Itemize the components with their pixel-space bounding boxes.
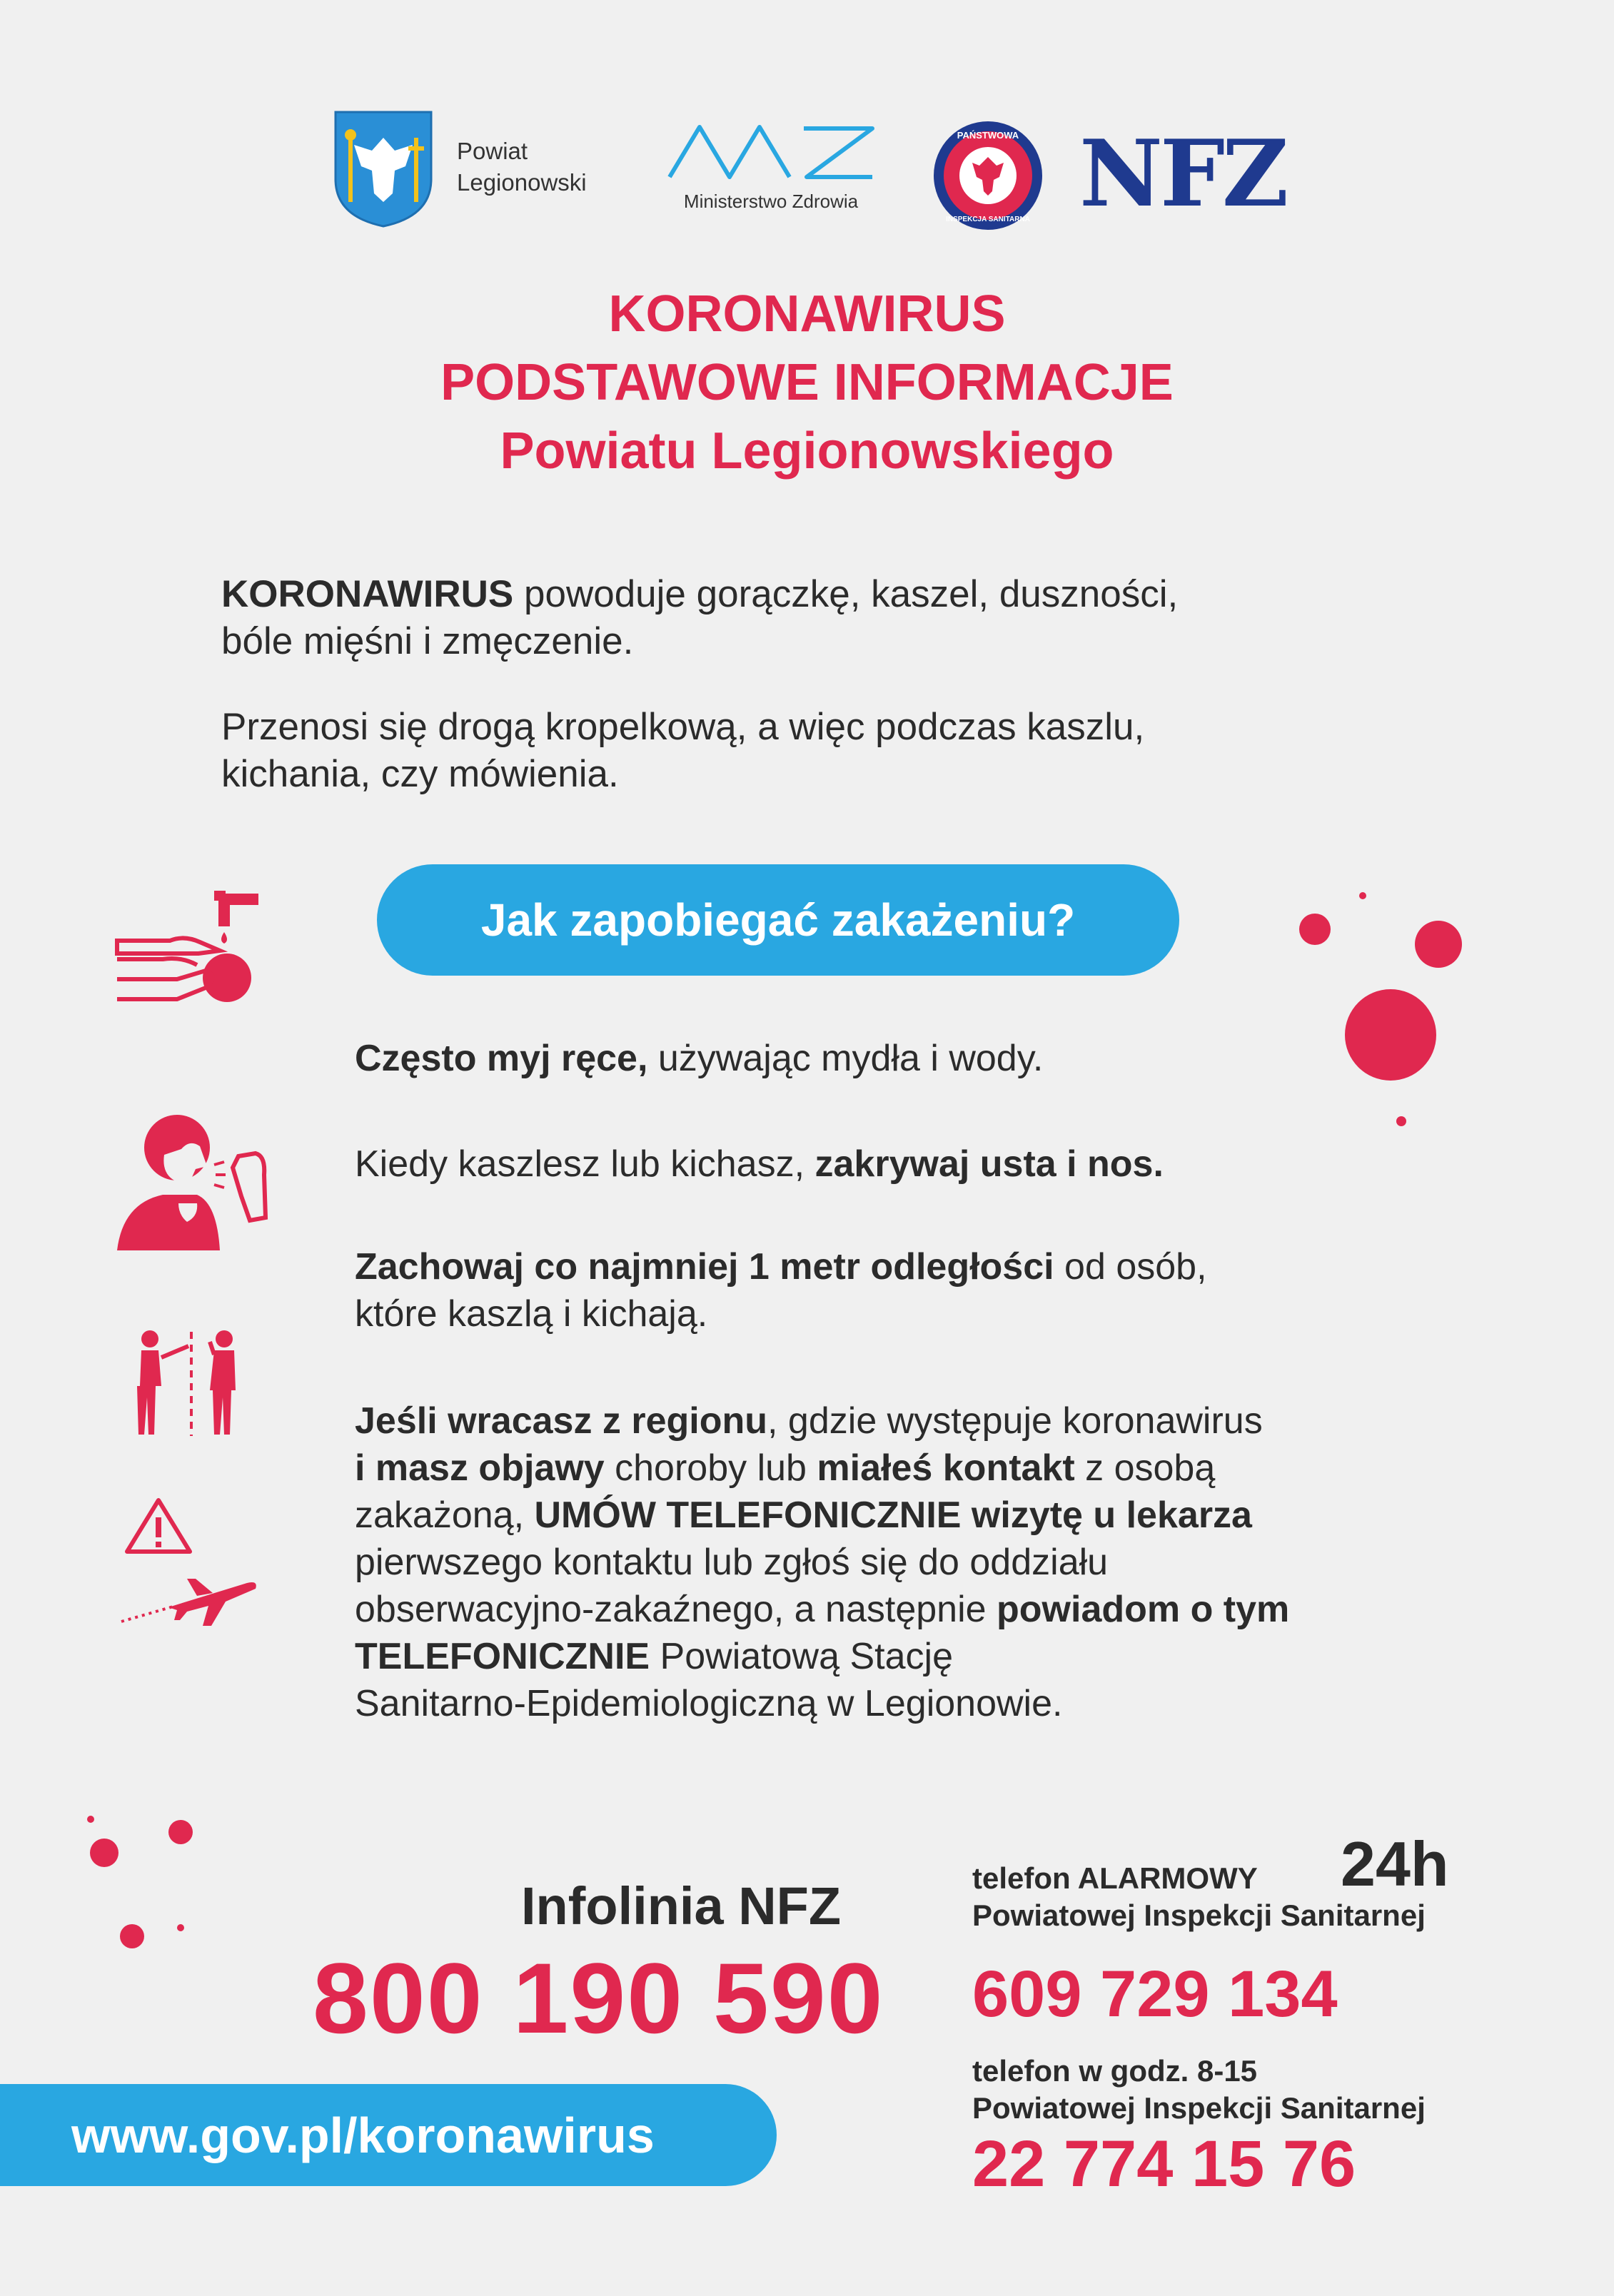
- airplane-icon: [118, 1564, 261, 1629]
- pis-text-bottom: INSPEKCJA SANITARNA: [946, 216, 1030, 223]
- infolinia-phone-link[interactable]: 800 190 590: [313, 1942, 884, 2054]
- powiat-name-line2: Legionowski: [457, 169, 587, 196]
- intro-p1-line2: bóle mięśni i zmęczenie.: [221, 620, 634, 662]
- nfz-logo: NFZ: [1079, 121, 1286, 228]
- alarm-24h: 24h: [1341, 1829, 1449, 1899]
- prevention-item-handwashing: [355, 1035, 1468, 1082]
- intro-p2-line1: Przenosi się drogą kropelkową, a więc podczas kaszlu,: [221, 706, 1145, 748]
- item1-bold: Często myj ręce,: [355, 1038, 648, 1079]
- prevention-item-cover: [355, 1141, 1468, 1188]
- handwashing-icon: [113, 888, 270, 1009]
- ministry-name: Ministerstwo Zdrowia: [683, 191, 859, 212]
- pis-text-top: PAŃSTWOWA: [957, 130, 1019, 141]
- item4-l1-bold: Jeśli wracasz z regionu: [355, 1400, 768, 1442]
- intro-paragraph-2: [221, 704, 1435, 798]
- hours-label-line1: telefon w godz. 8-15: [972, 2054, 1258, 2088]
- powiat-logo-text: [457, 136, 587, 198]
- item4-l1-rest: , gdzie występuje koronawirus: [767, 1400, 1263, 1442]
- ministry-logo: [664, 120, 878, 213]
- title-line3: Powiatu Legionowskiego: [500, 423, 1114, 480]
- item4-l2-bold1: i masz objawy: [355, 1447, 605, 1489]
- infolinia-label: Infolinia NFZ: [521, 1876, 842, 1936]
- intro-p1-rest: powoduje gorączkę, kaszel, duszności,: [513, 573, 1179, 615]
- sanitary-inspection-seal-icon: [932, 120, 1044, 231]
- item4-l5-bold: powiadom o tym: [997, 1589, 1290, 1630]
- alarm-label-line1: telefon ALARMOWY: [972, 1861, 1258, 1895]
- distance-icon: [131, 1329, 246, 1436]
- item4-l3-rest: zakażoną,: [355, 1495, 535, 1536]
- hours-label-line2: Powiatowej Inspekcji Sanitarnej: [972, 2091, 1426, 2125]
- item4-l3-bold: UMÓW TELEFONICZNIE wizytę u lekarza: [534, 1495, 1252, 1536]
- item4-l6-rest: Powiatową Stację: [650, 1636, 953, 1677]
- intro-p2-line2: kichania, czy mówienia.: [221, 753, 619, 795]
- alarm-phone-link[interactable]: 609 729 134: [972, 1958, 1338, 2031]
- prevention-heading: Jak zapobiegać zakażeniu?: [377, 864, 1179, 976]
- alarm-label-line2: Powiatowej Inspekcji Sanitarnej: [972, 1898, 1426, 1932]
- item4-l2-bold2: miałeś kontakt: [817, 1447, 1075, 1489]
- powiat-name-line1: Powiat: [457, 138, 528, 164]
- item4-l4: pierwszego kontaktu lub zgłoś się do oddziału: [355, 1542, 1109, 1583]
- coat-of-arms-icon: [333, 109, 434, 229]
- website-link[interactable]: www.gov.pl/koronawirus: [0, 2084, 777, 2186]
- prevention-item-travel: [355, 1397, 1468, 1727]
- ministry-logo-icon: [664, 120, 878, 184]
- title-line2: PODSTAWOWE INFORMACJE: [440, 354, 1174, 411]
- page-title: [0, 280, 1614, 485]
- item2-rest: Kiedy kaszlesz lub kichasz,: [355, 1143, 815, 1185]
- prevention-item-distance: [355, 1243, 1468, 1337]
- item3-rest: od osób,: [1054, 1246, 1207, 1288]
- item2-bold: zakrywaj usta i nos.: [814, 1143, 1164, 1185]
- sneeze-cover-icon: [117, 1115, 266, 1250]
- item4-l6-bold: TELEFONICZNIE: [355, 1636, 650, 1677]
- item3-line2: które kaszlą i kichają.: [355, 1293, 708, 1335]
- item3-bold: Zachowaj co najmniej 1 metr odległości: [355, 1246, 1054, 1288]
- item1-rest: używając mydła i wody.: [647, 1038, 1044, 1079]
- intro-paragraph-1: [221, 571, 1435, 665]
- intro-bold: KORONAWIRUS: [221, 573, 514, 615]
- hours-phone-link[interactable]: 22 774 15 76: [972, 2128, 1356, 2200]
- title-line1: KORONAWIRUS: [608, 285, 1006, 343]
- item4-l7: Sanitarno-Epidemiologiczną w Legionowie.: [355, 1683, 1063, 1724]
- item4-l2-rest2: z osobą: [1074, 1447, 1216, 1489]
- warning-icon: [123, 1496, 194, 1556]
- item4-l5-rest: obserwacyjno-zakaźnego, a następnie: [355, 1589, 997, 1630]
- item4-l2-rest1: choroby lub: [604, 1447, 817, 1489]
